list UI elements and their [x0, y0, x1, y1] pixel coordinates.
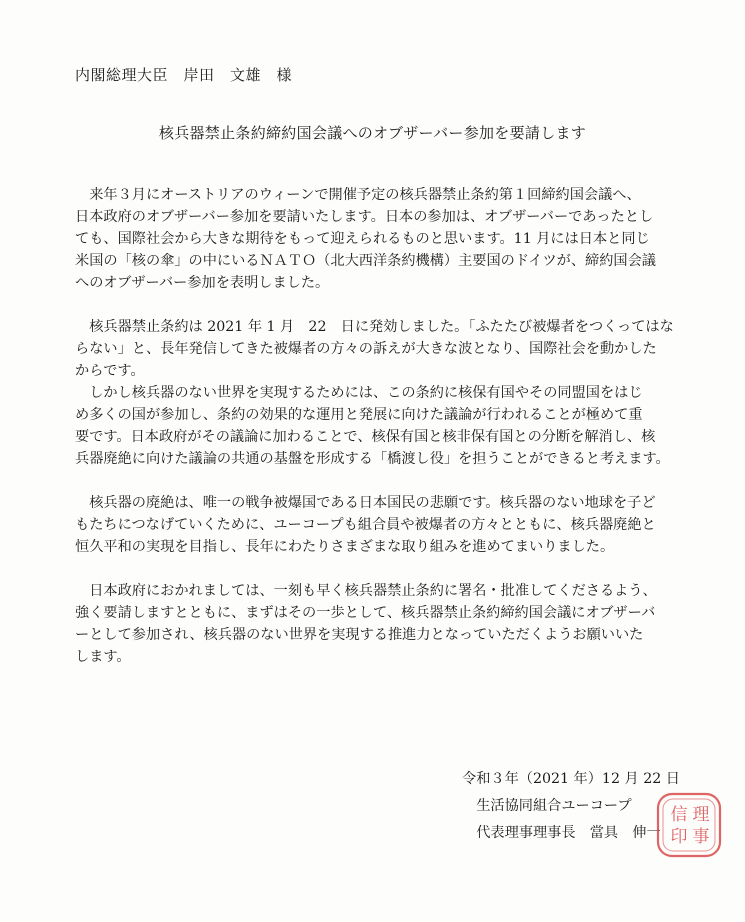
text-line: 来年３月にオーストリアのウィーンで開催予定の核兵器禁止条約第１回締約国会議へ、 [75, 187, 641, 203]
svg-text:理: 理 [692, 805, 710, 825]
official-seal-stamp [654, 790, 724, 860]
paragraph-1 [75, 184, 703, 294]
organization-name: 生活協同組合ユーコープ [462, 798, 632, 814]
letter-subject: 核兵器禁止条約締約国会議へのオブザーバー参加を要請します [158, 124, 587, 142]
text-line: 兵器廃絶に向けた議論の共通の基盤を形成する「橋渡し役」を担うことができると考えます。 [75, 451, 670, 467]
text-line: 日本政府のオブザーバー参加を要請いたします。日本の参加は、オブザーバーであったとし [75, 209, 654, 225]
paragraph-4 [75, 580, 703, 668]
paragraph-3 [75, 492, 703, 558]
text-line: もたちにつなげていくために、ユーコープも組合員や被爆者の方々とともに、核兵器廃絶と [75, 517, 656, 533]
svg-text:印: 印 [670, 827, 688, 847]
paragraph-2 [75, 316, 703, 470]
text-line: します。 [75, 649, 131, 665]
paragraph-gap [75, 294, 703, 316]
paragraph-gap [75, 470, 703, 492]
text-line: 強く要請しますとともに、まずはその一歩として、核兵器禁止条約締約国会議にオブザーバ [75, 605, 656, 621]
addressee: 内閣総理大臣 岸田 文雄 様 [75, 66, 293, 84]
text-line: へのオブザーバー参加を表明しました。 [75, 275, 330, 291]
paragraph-gap [75, 558, 703, 580]
letter-date: 令和３年（2021 年）12 月 22 日 [462, 771, 680, 787]
text-line: 恒久平和の実現を目指し、長年にわたりさまざまな取り組みを進めてまいりました。 [75, 539, 615, 555]
text-line: らない」と、長年発信してきた被爆者の方々の訴えが大きな波となり、国際社会を動かした [75, 341, 657, 357]
text-line: 要です。日本政府がその議論に加わることで、核保有国と核非保有国との分断を解消し、核 [75, 429, 656, 445]
text-line: 日本政府におかれましては、一刻も早く核兵器禁止条約に署名・批准してくださるよう、 [75, 583, 657, 599]
signatory-name: 代表理事理事長 當具 伸一 [462, 825, 661, 841]
text-line: 核兵器の廃絶は、唯一の戦争被爆国である日本国民の悲願です。核兵器のない地球を子ど [75, 495, 656, 511]
closing-block [462, 766, 680, 847]
text-line: め多くの国が参加し、条約の効果的な運用と発展に向けた議論が行われることが極めて重 [75, 407, 643, 423]
svg-text:事: 事 [692, 827, 710, 847]
letter-body [75, 184, 703, 668]
text-line: しかし核兵器のない世界を実現するためには、この条約に核保有国やその同盟国をはじ [75, 385, 643, 401]
text-line: 核兵器禁止条約は 2021 年 1 月 22 日に発効しました。「ふたたび被爆者をつくってはな [75, 319, 674, 335]
text-line: ても、国際社会から大きな期待をもって迎えられるものと思います。11 月には日本と同じ [75, 231, 650, 247]
text-line: 米国の「核の傘」の中にいるＮＡＴＯ（北大西洋条約機構）主要国のドイツが、締約国会議 [75, 253, 656, 269]
svg-text:信: 信 [670, 805, 688, 825]
text-line: からです。 [75, 363, 145, 379]
text-line: ーとして参加され、核兵器のない世界を実現する推進力となっていただくようお願いいた [75, 627, 644, 643]
